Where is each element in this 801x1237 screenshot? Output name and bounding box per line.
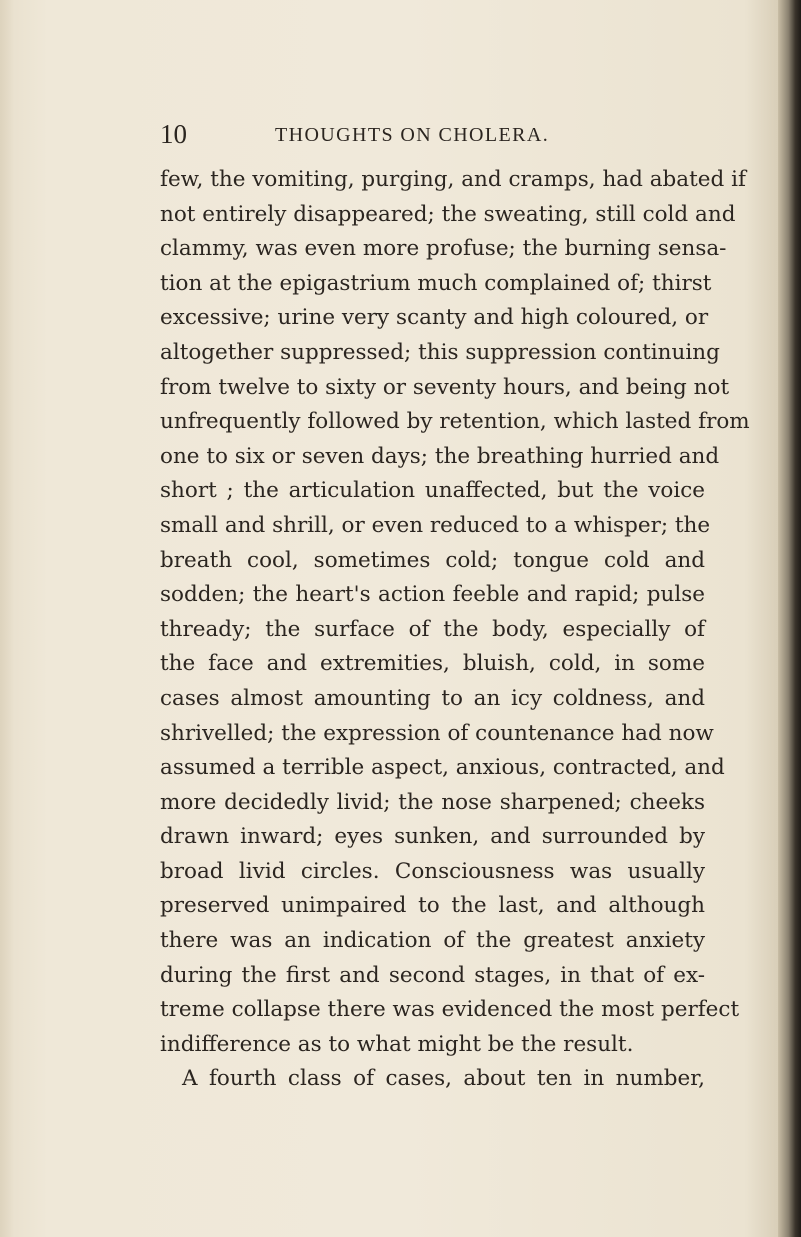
text-line: treme collapse there was evidenced the most perfect xyxy=(160,997,740,1023)
text-line: there was an indication of the greatest anxiety xyxy=(160,928,705,954)
text-line: the face and extremities, bluish, cold, in some xyxy=(160,651,705,677)
page-number: 10 xyxy=(160,119,187,149)
text-line: altogether suppressed; this suppression continuing xyxy=(160,339,720,365)
text-line: unfrequently followed by retention, which lasted from xyxy=(160,409,750,435)
text-line: broad livid circles. Consciousness was usually xyxy=(160,858,705,884)
page-header xyxy=(0,116,801,152)
text-line: one to six or seven days; the breathing hurried and xyxy=(160,443,720,469)
running-head: THOUGHTS ON CHOLERA. xyxy=(275,124,550,146)
body-text xyxy=(160,163,750,1097)
text-line: sodden; the heart's action feeble and rapid; pulse xyxy=(160,582,705,608)
text-line: from twelve to sixty or seventy hours, and being not xyxy=(160,374,730,400)
text-line: breath cool, sometimes cold; tongue cold and xyxy=(160,547,705,573)
text-line: drawn inward; eyes sunken, and surrounded by xyxy=(160,824,705,850)
book-spine-edge xyxy=(778,0,801,1237)
text-line: preserved unimpaired to the last, and although xyxy=(160,893,705,919)
text-line: thready; the surface of the body, especially of xyxy=(160,616,705,642)
text-line: cases almost amounting to an icy coldness, and xyxy=(160,685,705,711)
text-line: clammy, was even more profuse; the burning sensa- xyxy=(160,236,727,262)
text-line: short ; the articulation unaffected, but the voice xyxy=(160,478,705,504)
paragraph-end-line: indifference as to what might be the result. xyxy=(160,1031,634,1057)
text-line: few, the vomiting, purging, and cramps, had abated if xyxy=(160,167,746,192)
text-line: excessive; urine very scanty and high coloured, or xyxy=(160,305,709,331)
text-line: assumed a terrible aspect, anxious, contracted, and xyxy=(160,755,725,781)
text-line: tion at the epigastrium much complained of; thirst xyxy=(160,270,712,296)
text-line: small and shrill, or even reduced to a whisper; the xyxy=(160,512,711,538)
text-line: more decidedly livid; the nose sharpened; cheeks xyxy=(160,789,705,815)
paragraph-start-line: A fourth class of cases, about ten in number, xyxy=(182,1066,705,1092)
text-line: shrivelled; the expression of countenance had now xyxy=(160,720,714,746)
page-left-shadow xyxy=(0,0,14,1237)
text-line: not entirely disappeared; the sweating, still cold and xyxy=(160,201,736,227)
text-line: during the first and second stages, in that of ex- xyxy=(160,962,705,988)
